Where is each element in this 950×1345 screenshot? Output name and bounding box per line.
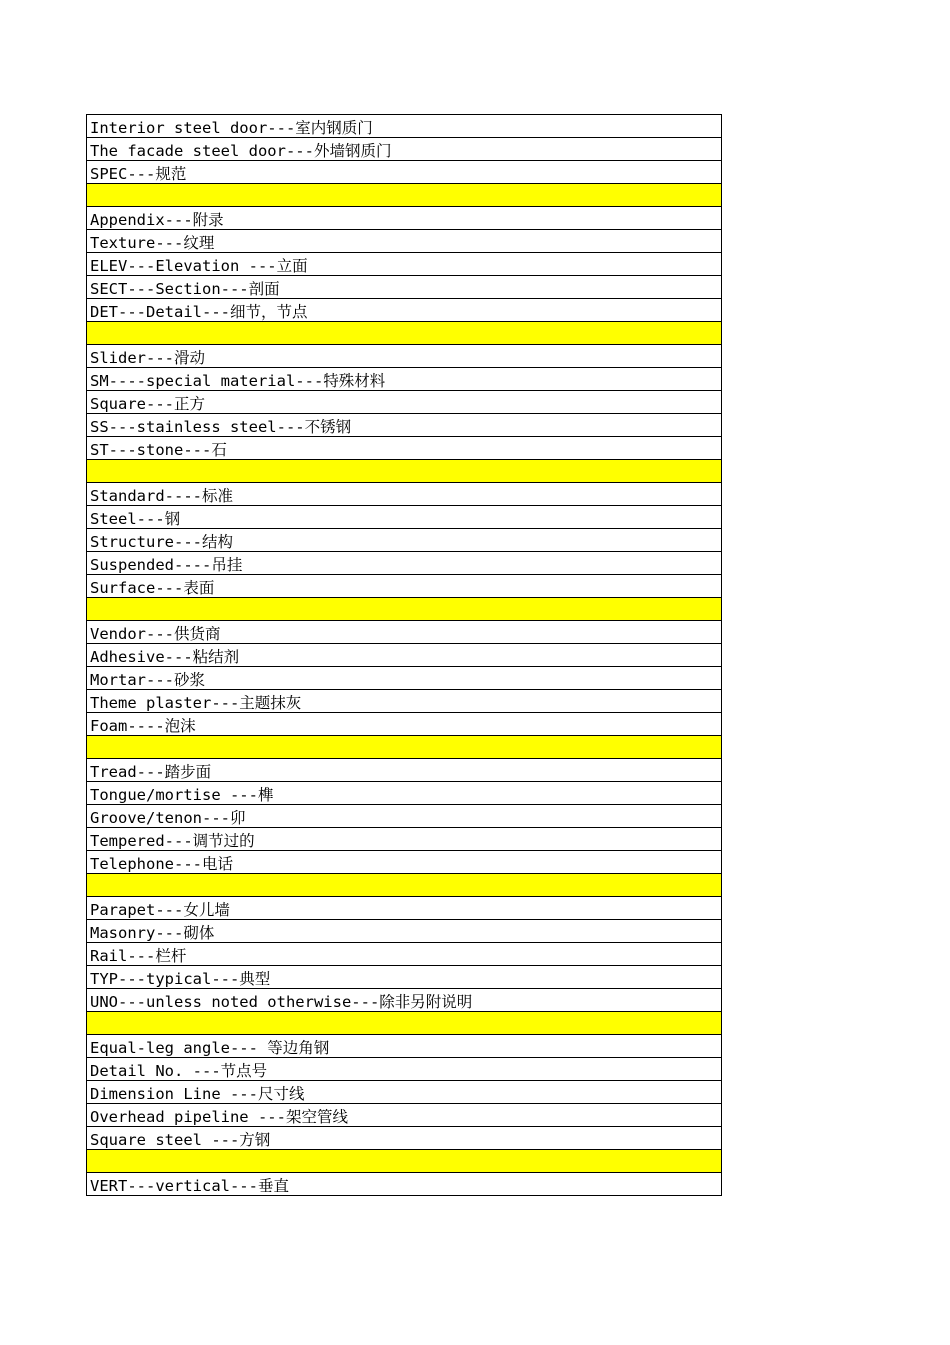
table-row[interactable] [87,1035,721,1058]
highlight-separator-row[interactable] [87,460,721,483]
table-row[interactable] [87,828,721,851]
table-row[interactable] [87,414,721,437]
table-row[interactable] [87,690,721,713]
table-row[interactable] [87,759,721,782]
cell-text: Overhead pipeline ---架空管线 [90,1108,348,1126]
cell-text: Standard----标准 [90,487,233,505]
highlight-separator-row[interactable] [87,1012,721,1035]
cell-text: ELEV---Elevation ---立面 [90,257,308,275]
cell-text: Telephone---电话 [90,855,233,873]
table-row[interactable] [87,437,721,460]
table-row[interactable] [87,115,721,138]
table-row[interactable] [87,391,721,414]
cell-text: Surface---表面 [90,579,215,597]
table-row[interactable] [87,506,721,529]
cell-text: VERT---vertical---垂直 [90,1177,289,1195]
cell-text: Tongue/mortise ---榫 [90,786,274,804]
highlight-separator-row[interactable] [87,1150,721,1173]
table-row[interactable] [87,1058,721,1081]
highlight-separator-row[interactable] [87,598,721,621]
highlight-separator-row[interactable] [87,322,721,345]
cell-text: Texture---纹理 [90,234,215,252]
highlight-separator-row[interactable] [87,874,721,897]
cell-text: Adhesive---粘结剂 [90,648,240,666]
cell-text: Rail---栏杆 [90,947,187,965]
table-row[interactable] [87,230,721,253]
cell-text: The facade steel door---外墙钢质门 [90,142,392,160]
cell-text: Steel---钢 [90,510,181,528]
table-row[interactable] [87,299,721,322]
table-row[interactable] [87,989,721,1012]
table-row[interactable] [87,1081,721,1104]
cell-text: Mortar---砂浆 [90,671,205,689]
cell-text: Parapet---女儿墙 [90,901,230,919]
table-row[interactable] [87,644,721,667]
cell-text: SPEC---规范 [90,165,187,183]
table-row[interactable] [87,276,721,299]
cell-text: Structure---结构 [90,533,233,551]
cell-text: Square---正方 [90,395,205,413]
table-row[interactable] [87,851,721,874]
cell-text: Groove/tenon---卯 [90,809,246,827]
table-row[interactable] [87,253,721,276]
cell-text: TYP---typical---典型 [90,970,271,988]
cell-text: Slider---滑动 [90,349,205,367]
table-row[interactable] [87,667,721,690]
cell-text: ST---stone---石 [90,441,227,459]
cell-text: Tempered---调节过的 [90,832,255,850]
table-row[interactable] [87,529,721,552]
table-row[interactable] [87,920,721,943]
cell-text: Vendor---供货商 [90,625,221,643]
table-row[interactable] [87,138,721,161]
table-row[interactable] [87,1173,721,1196]
cell-text: SM----special material---特殊材料 [90,372,386,390]
table-row[interactable] [87,1127,721,1150]
cell-text: SS---stainless steel---不锈钢 [90,418,352,436]
table-row[interactable] [87,805,721,828]
table-row[interactable] [87,621,721,644]
highlight-separator-row[interactable] [87,736,721,759]
table-row[interactable] [87,1104,721,1127]
cell-text: UNO---unless noted otherwise---除非另附说明 [90,993,473,1011]
cell-text: Theme plaster---主题抹灰 [90,694,302,712]
table-row[interactable] [87,483,721,506]
cell-text: Tread---踏步面 [90,763,212,781]
highlight-separator-row[interactable] [87,184,721,207]
cell-text: Square steel ---方钢 [90,1131,271,1149]
cell-text: DET---Detail---细节，节点 [90,303,308,321]
table-row[interactable] [87,966,721,989]
cell-text: SECT---Section---剖面 [90,280,280,298]
cell-text: Appendix---附录 [90,211,224,229]
table-row[interactable] [87,207,721,230]
table-row[interactable] [87,713,721,736]
cell-text: Dimension Line ---尺寸线 [90,1085,305,1103]
glossary-table [86,114,722,1196]
table-row[interactable] [87,897,721,920]
table-row[interactable] [87,368,721,391]
table-row[interactable] [87,161,721,184]
table-row[interactable] [87,943,721,966]
cell-text: Equal-leg angle--- 等边角钢 [90,1039,330,1057]
cell-text: Interior steel door---室内钢质门 [90,119,373,137]
table-row[interactable] [87,552,721,575]
cell-text: Suspended----吊挂 [90,556,243,574]
table-row[interactable] [87,782,721,805]
cell-text: Masonry---砌体 [90,924,215,942]
cell-text: Detail No. ---节点号 [90,1062,268,1080]
table-row[interactable] [87,575,721,598]
table-row[interactable] [87,345,721,368]
cell-text: Foam----泡沫 [90,717,196,735]
